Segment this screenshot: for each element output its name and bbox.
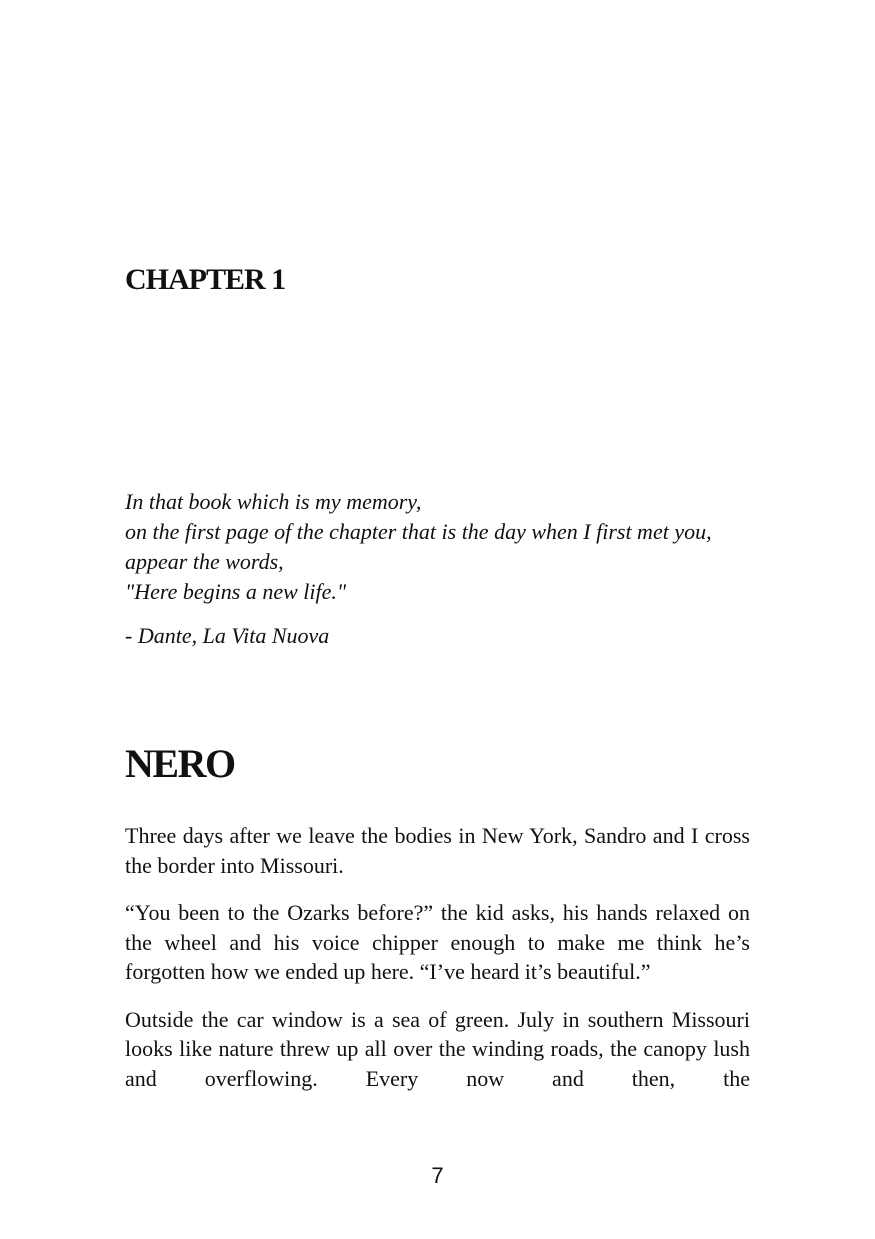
page-number: 7	[431, 1163, 444, 1188]
epigraph-line: "Here begins a new life."	[125, 579, 347, 604]
body-text	[125, 821, 750, 1111]
epigraph-line: on the first page of the chapter that is the day when I first met you,	[125, 519, 712, 544]
chapter-heading: CHAPTER 1	[125, 263, 286, 296]
epigraph	[125, 487, 765, 651]
epigraph-line: appear the words,	[125, 549, 284, 574]
paragraph: “You been to the Ozarks before?” the kid asks, his hands relaxed on the wheel and his voice chipper enough to make me think he’s forgotten how we ended up here. “I’ve heard it’s beautiful.”	[125, 900, 750, 984]
epigraph-attribution: - Dante, La Vita Nuova	[125, 623, 330, 648]
section-heading: NERO	[125, 741, 235, 786]
epigraph-line: In that book which is my memory,	[125, 489, 422, 514]
paragraph: Three days after we leave the bodies in New York, Sandro and I cross the border into Missouri.	[125, 823, 750, 878]
paragraph: Outside the car window is a sea of green. July in southern Missouri looks like nature threw up all over the winding roads, the canopy lush and overflowing. Every now and then, the	[125, 1006, 750, 1091]
